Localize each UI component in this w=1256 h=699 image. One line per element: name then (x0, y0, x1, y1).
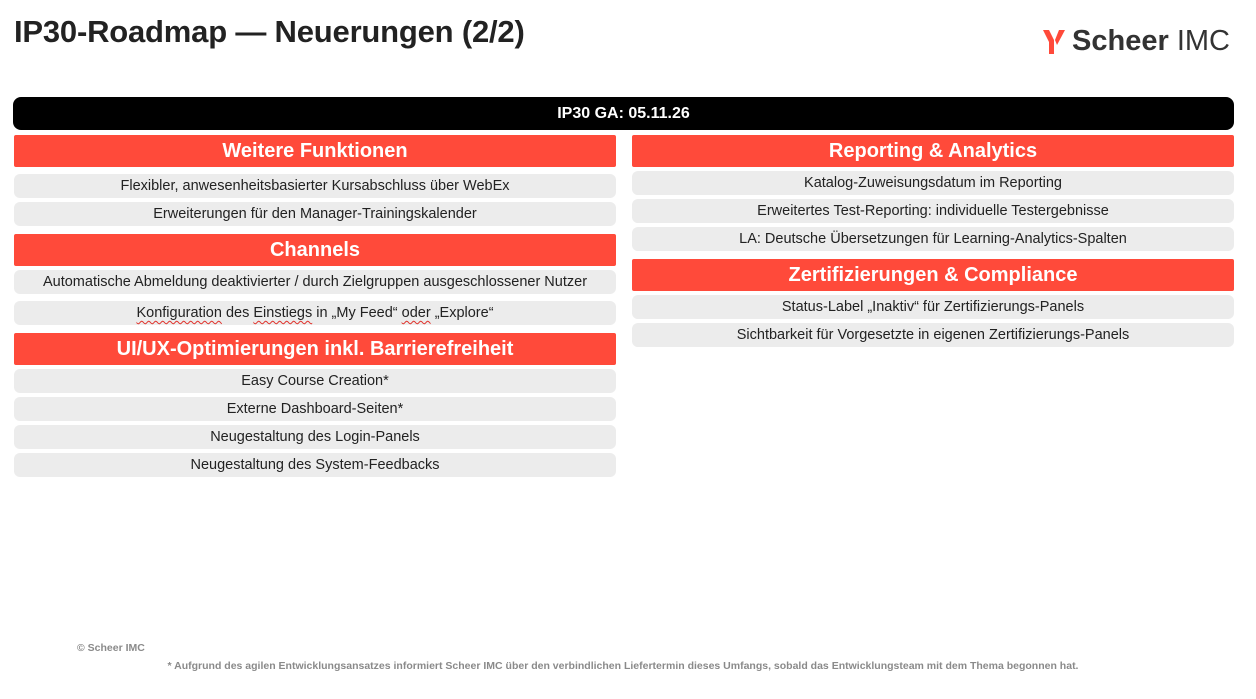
list-item: Status-Label „Inaktiv“ für Zertifizierungs-Panels (632, 295, 1234, 319)
list-item: Erweiterungen für den Manager-Trainingskalender (14, 202, 616, 226)
list-item: Externe Dashboard-Seiten* (14, 397, 616, 421)
list-item: Automatische Abmeldung deaktivierter / durch Zielgruppen ausgeschlossener Nutzer (14, 270, 616, 294)
footnote: * Aufgrund des agilen Entwicklungsansatzes informiert Scheer IMC über den verbindlichen Liefertermin dieses Umfangs, sobald das Entwicklungsteam mit dem Thema begonnen hat. (167, 660, 1079, 672)
spellcheck-word: Einstiegs (253, 305, 313, 321)
list-item: Neugestaltung des Login-Panels (14, 425, 616, 449)
section-header: Zertifizierungen & Compliance (632, 259, 1234, 291)
list-item: Erweitertes Test-Reporting: individuelle Testergebnisse (632, 199, 1234, 223)
section-channels (14, 234, 616, 325)
list-item (14, 301, 616, 325)
list-item: Sichtbarkeit für Vorgesetzte in eigenen Zertifizierungs-Panels (632, 323, 1234, 347)
section-header: Weitere Funktionen (14, 135, 616, 167)
ga-date-bar: IP30 GA: 05.11.26 (13, 97, 1234, 130)
spellcheck-word: oder (401, 305, 431, 321)
list-item: LA: Deutsche Übersetzungen für Learning-Analytics-Spalten (632, 227, 1234, 251)
section-ui-ux (14, 333, 616, 477)
page-title: IP30-Roadmap — Neuerungen (2/2) (14, 14, 525, 49)
left-column (14, 135, 616, 477)
text-part: „Explore“ (430, 305, 494, 321)
list-item: Flexibler, anwesenheitsbasierter Kursabschluss über WebEx (14, 174, 616, 198)
section-zertifizierungen (632, 259, 1234, 347)
list-item: Katalog-Zuweisungsdatum im Reporting (632, 171, 1234, 195)
copyright: © Scheer IMC (77, 642, 145, 654)
list-item: Easy Course Creation* (14, 369, 616, 393)
section-weitere-funktionen (14, 135, 616, 226)
spellcheck-word: Konfiguration (136, 305, 222, 321)
right-column (632, 135, 1234, 347)
scheer-imc-logo (1042, 27, 1230, 56)
section-header: UI/UX-Optimierungen inkl. Barrierefreiheit (14, 333, 616, 365)
section-header: Channels (14, 234, 616, 266)
text-part: in „My Feed“ (312, 305, 402, 321)
section-reporting-analytics (632, 135, 1234, 251)
logo-wordmark: Scheer IMC (1072, 25, 1230, 57)
section-header: Reporting & Analytics (632, 135, 1234, 167)
scheer-logo-icon (1042, 29, 1066, 55)
text-part: des (221, 305, 254, 321)
list-item: Neugestaltung des System-Feedbacks (14, 453, 616, 477)
